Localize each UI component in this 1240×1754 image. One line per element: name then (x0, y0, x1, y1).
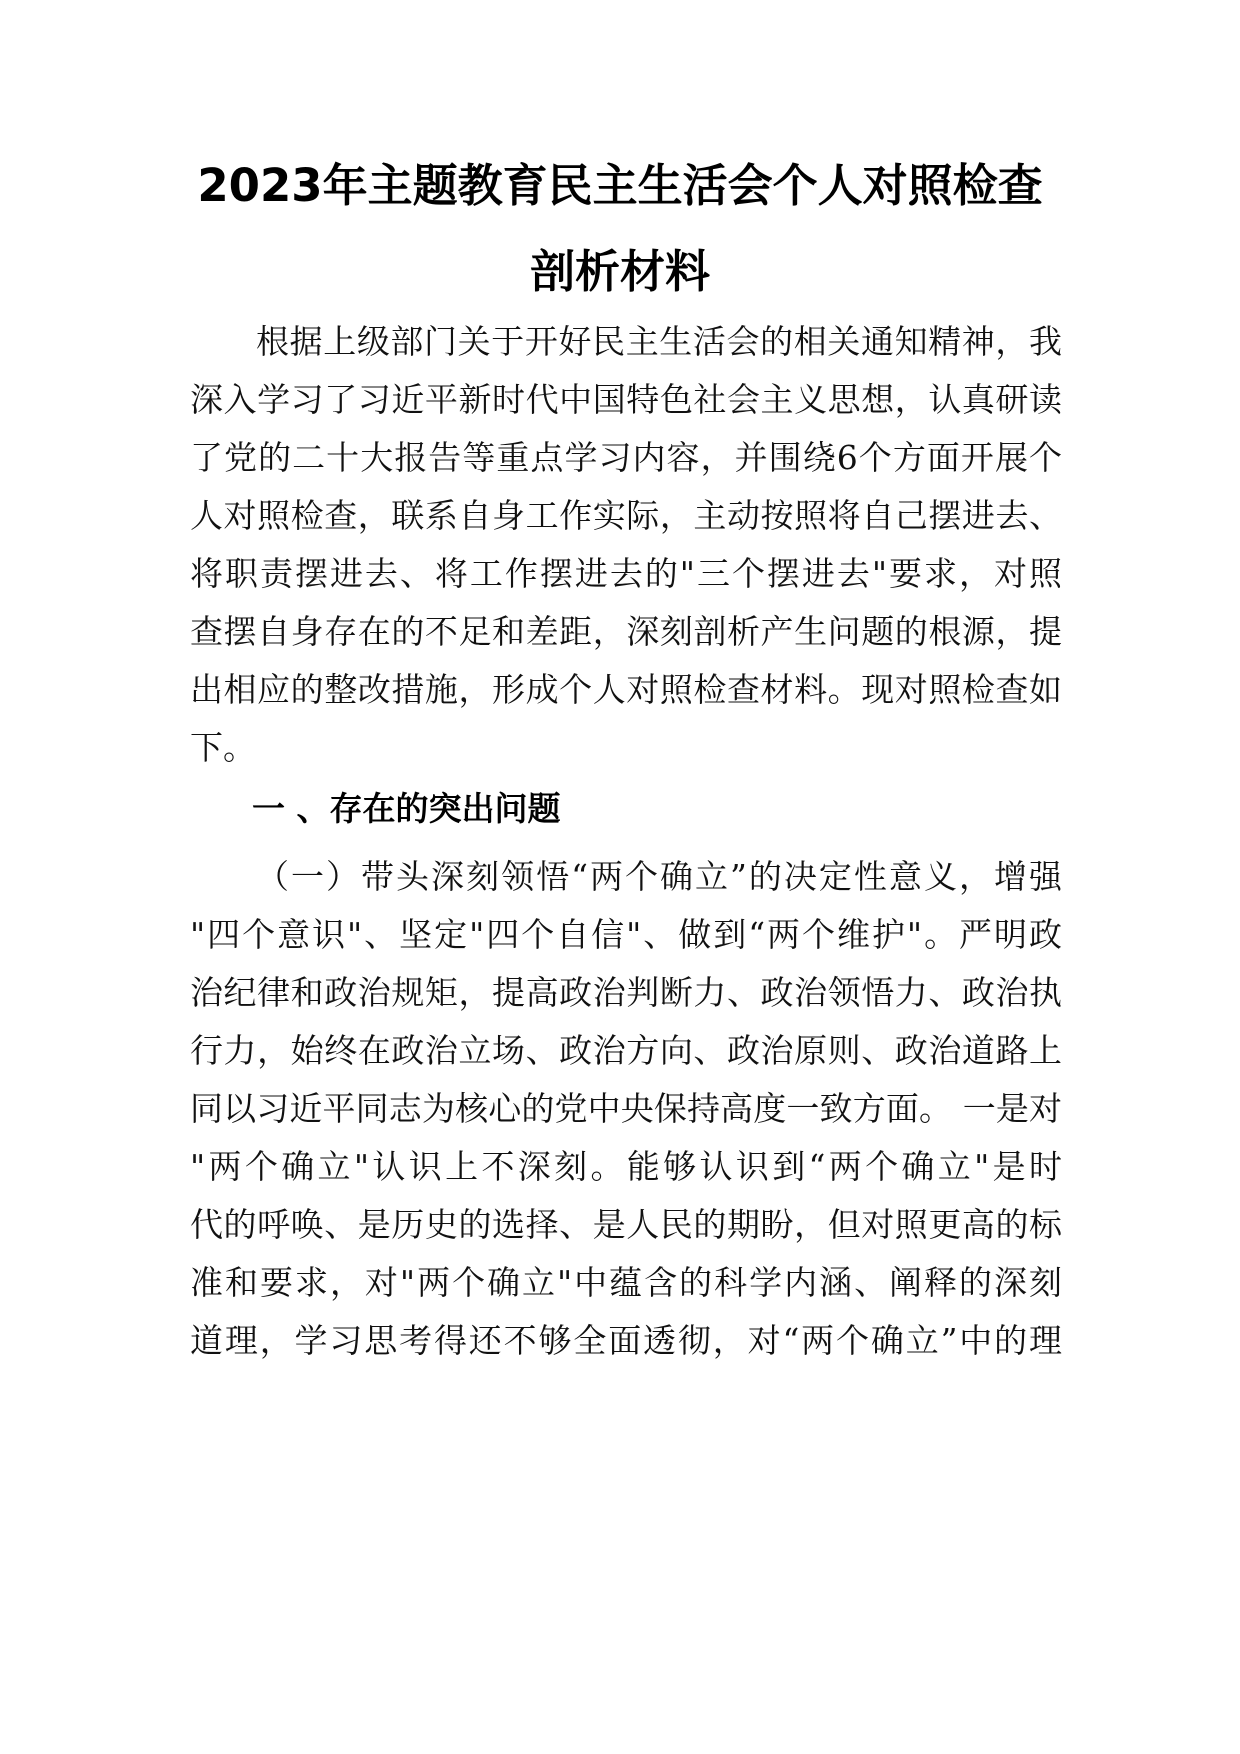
intro-line: 根据上级部门关于开好民主生活会的相关通知精神，我 (256, 322, 1062, 361)
section-line: 道理，学习思考得还不够全面透彻，对“两个确立”中的理 (190, 1321, 1062, 1360)
section-line: 同以习近平同志为核心的党中央保持高度一致方面。 一是对 (190, 1089, 1062, 1128)
section-line: 行力，始终在政治立场、政治方向、政治原则、政治道路上 (190, 1031, 1062, 1070)
title-line-1: 2023年主题教育民主生活会个人对照检查 (197, 159, 1043, 212)
section-paragraph (190, 848, 1062, 1370)
section-line: "四个意识"、坚定"四个自信"、做到“两个维护"。严明政 (190, 915, 1062, 954)
intro-line: 人对照检查，联系自身工作实际，主动按照将自己摆进去、 (190, 496, 1062, 535)
intro-line: 出相应的整改措施，形成个人对照检查材料。现对照检查如 (190, 670, 1062, 709)
document-title (150, 143, 1090, 315)
intro-line: 深入学习了习近平新时代中国特色社会主义思想，认真研读 (190, 380, 1062, 419)
section-line: 治纪律和政治规矩，提高政治判断力、政治领悟力、政治执 (190, 973, 1062, 1012)
title-line-2: 剖析材料 (529, 245, 710, 298)
intro-paragraph (190, 313, 1062, 777)
intro-line: 将职责摆进去、将工作摆进去的"三个摆进去"要求，对照 (190, 554, 1062, 593)
section-line: 代的呼唤、是历史的选择、是人民的期盼，但对照更高的标 (190, 1205, 1062, 1244)
intro-line: 查摆自身存在的不足和差距，深刻剖析产生问题的根源，提 (190, 612, 1062, 651)
intro-line: 了党的二十大报告等重点学习内容，并围绕6个方面开展个 (190, 438, 1062, 477)
section-line: （一）带头深刻领悟“两个确立”的决定性意义，增强 (256, 857, 1062, 896)
intro-line: 下。 (190, 728, 256, 767)
section-heading: 一 、存在的突出问题 (252, 789, 561, 828)
section-line: "两个确立"认识上不深刻。能够认识到“两个确立"是时 (190, 1147, 1062, 1186)
section-line: 准和要求，对"两个确立"中蕴含的科学内涵、阐释的深刻 (190, 1263, 1062, 1302)
